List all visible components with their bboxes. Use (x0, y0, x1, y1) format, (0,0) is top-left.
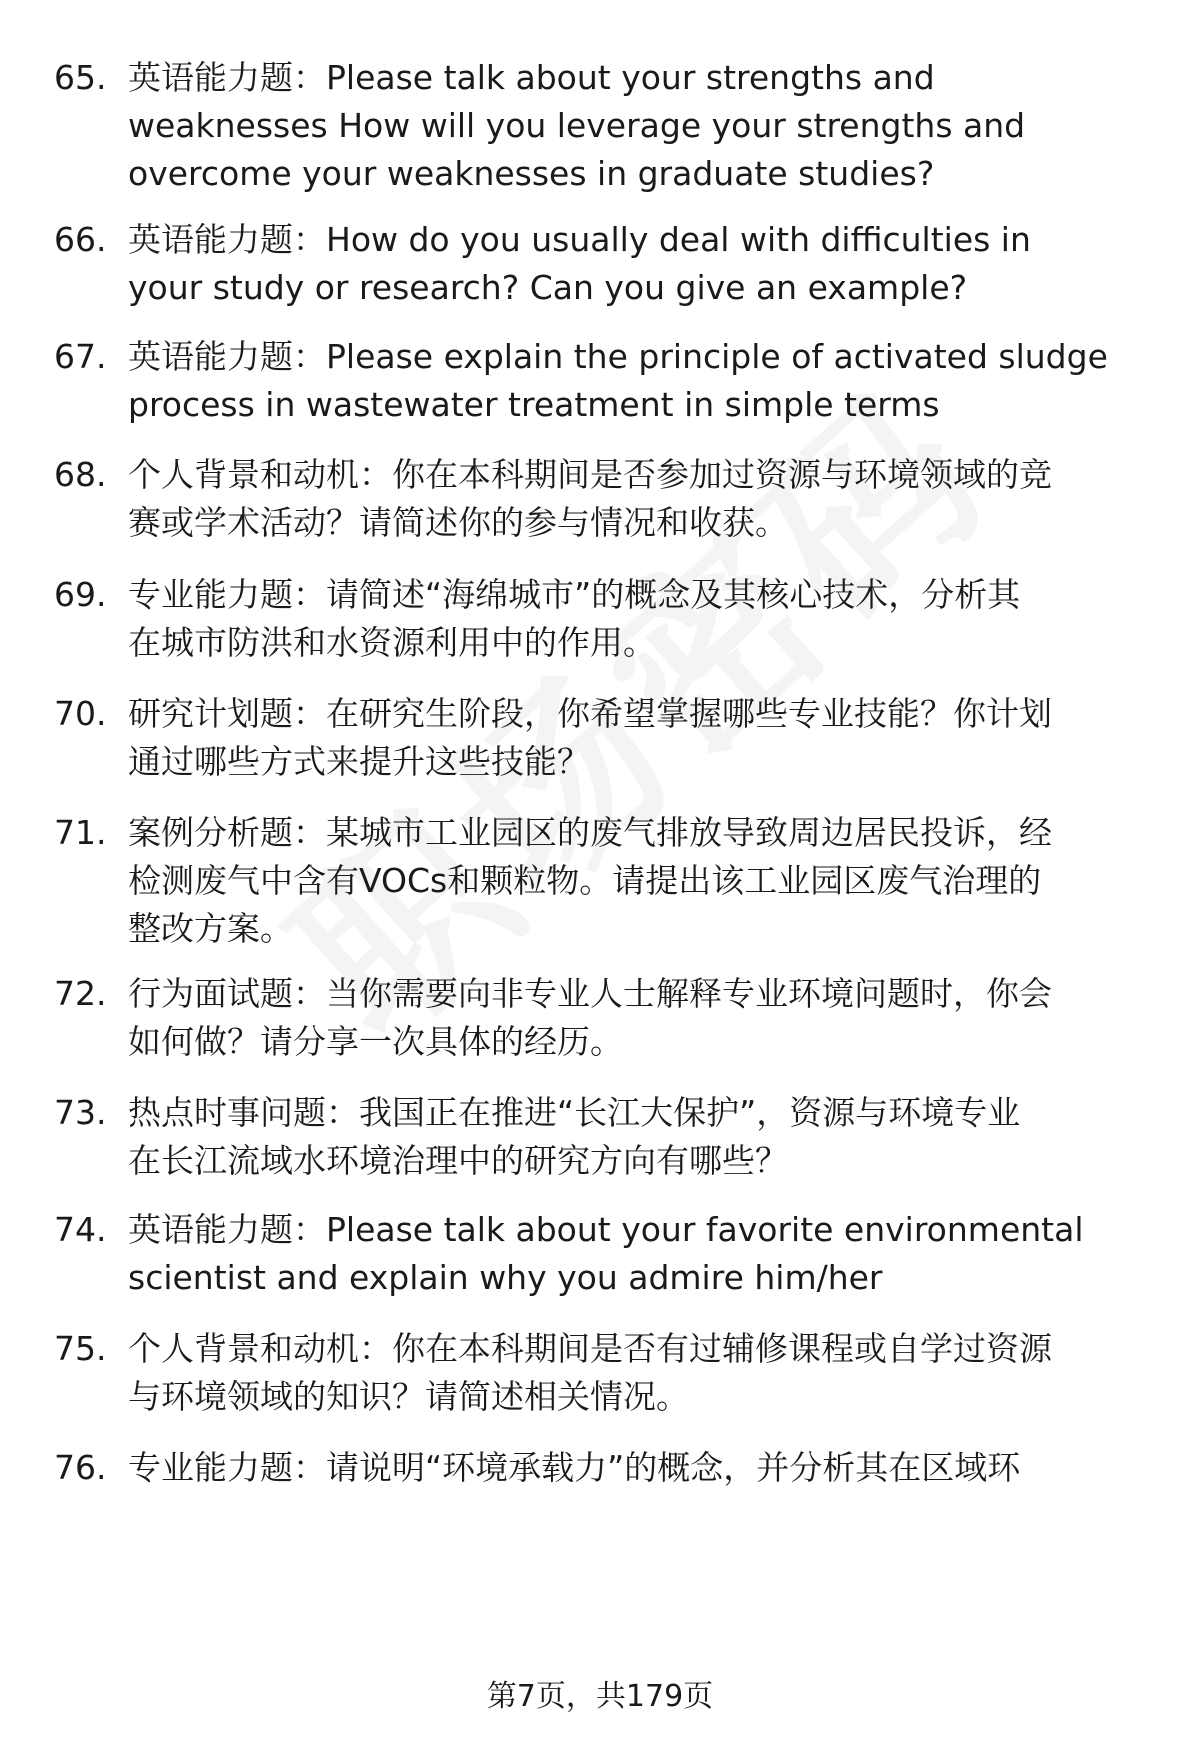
question-number: 68. (54, 455, 107, 494)
question-number: 76. (54, 1448, 107, 1487)
question-text (128, 216, 1160, 312)
question-line: 专业能力题：请简述“海绵城市”的概念及其核心技术，分析其 (128, 575, 1021, 614)
question-line: process in wastewater treatment in simple terms (128, 385, 940, 424)
question-text (128, 690, 1160, 786)
question-line: 在长江流域水环境治理中的研究方向有哪些？ (128, 1141, 788, 1180)
question-text (128, 333, 1160, 429)
question-line: scientist and explain why you admire him/her (128, 1258, 883, 1297)
question-line: 研究计划题：在研究生阶段，你希望掌握哪些专业技能？你计划 (128, 694, 1052, 733)
question-line: 英语能力题：Please talk about your favorite environmental (128, 1210, 1084, 1249)
question-line: overcome your weaknesses in graduate studies? (128, 154, 935, 193)
question-number: 67. (54, 337, 107, 376)
question-number: 69. (54, 575, 107, 614)
question-line: 赛或学术活动？请简述你的参与情况和收获。 (128, 503, 788, 542)
question-line: 英语能力题：Please talk about your strengths and (128, 58, 935, 97)
question-line: 个人背景和动机：你在本科期间是否有过辅修课程或自学过资源 (128, 1329, 1052, 1368)
question-line: 热点时事问题：我国正在推进“长江大保护”，资源与环境专业 (128, 1093, 1021, 1132)
question-line: 如何做？请分享一次具体的经历。 (128, 1022, 623, 1061)
question-text (128, 54, 1160, 198)
question-text (128, 970, 1160, 1066)
question-number: 75. (54, 1329, 107, 1368)
question-line: 整改方案。 (128, 909, 293, 948)
question-text (128, 1444, 1160, 1492)
question-number: 71. (54, 813, 107, 852)
question-line: 与环境领域的知识？请简述相关情况。 (128, 1377, 689, 1416)
question-text (128, 1206, 1160, 1302)
question-text (128, 571, 1160, 667)
question-number: 70. (54, 694, 107, 733)
question-text (128, 1089, 1160, 1185)
question-line: your study or research? Can you give an example? (128, 268, 968, 307)
question-line: 案例分析题：某城市工业园区的废气排放导致周边居民投诉，经 (128, 813, 1052, 852)
question-line: 检测废气中含有VOCs和颗粒物。请提出该工业园区废气治理的 (128, 861, 1042, 900)
question-line: 英语能力题：How do you usually deal with difficulties in (128, 220, 1031, 259)
question-number: 73. (54, 1093, 107, 1132)
question-number: 74. (54, 1210, 107, 1249)
page-number-footer: 第7页，共179页 (486, 1679, 714, 1714)
question-number: 72. (54, 974, 107, 1013)
question-line: 专业能力题：请说明“环境承载力”的概念，并分析其在区域环 (128, 1448, 1021, 1487)
question-number: 66. (54, 220, 107, 259)
question-line: 行为面试题：当你需要向非专业人士解释专业环境问题时，你会 (128, 974, 1052, 1013)
question-line: 通过哪些方式来提升这些技能？ (128, 742, 590, 781)
question-line: 英语能力题：Please explain the principle of activated sludge (128, 337, 1108, 376)
question-line: 在城市防洪和水资源利用中的作用。 (128, 623, 656, 662)
question-number: 65. (54, 58, 107, 97)
question-text (128, 1325, 1160, 1421)
question-text (128, 451, 1160, 547)
question-line: 个人背景和动机：你在本科期间是否参加过资源与环境领域的竞 (128, 455, 1052, 494)
question-line: weaknesses How will you leverage your strengths and (128, 106, 1026, 145)
question-text (128, 809, 1160, 953)
